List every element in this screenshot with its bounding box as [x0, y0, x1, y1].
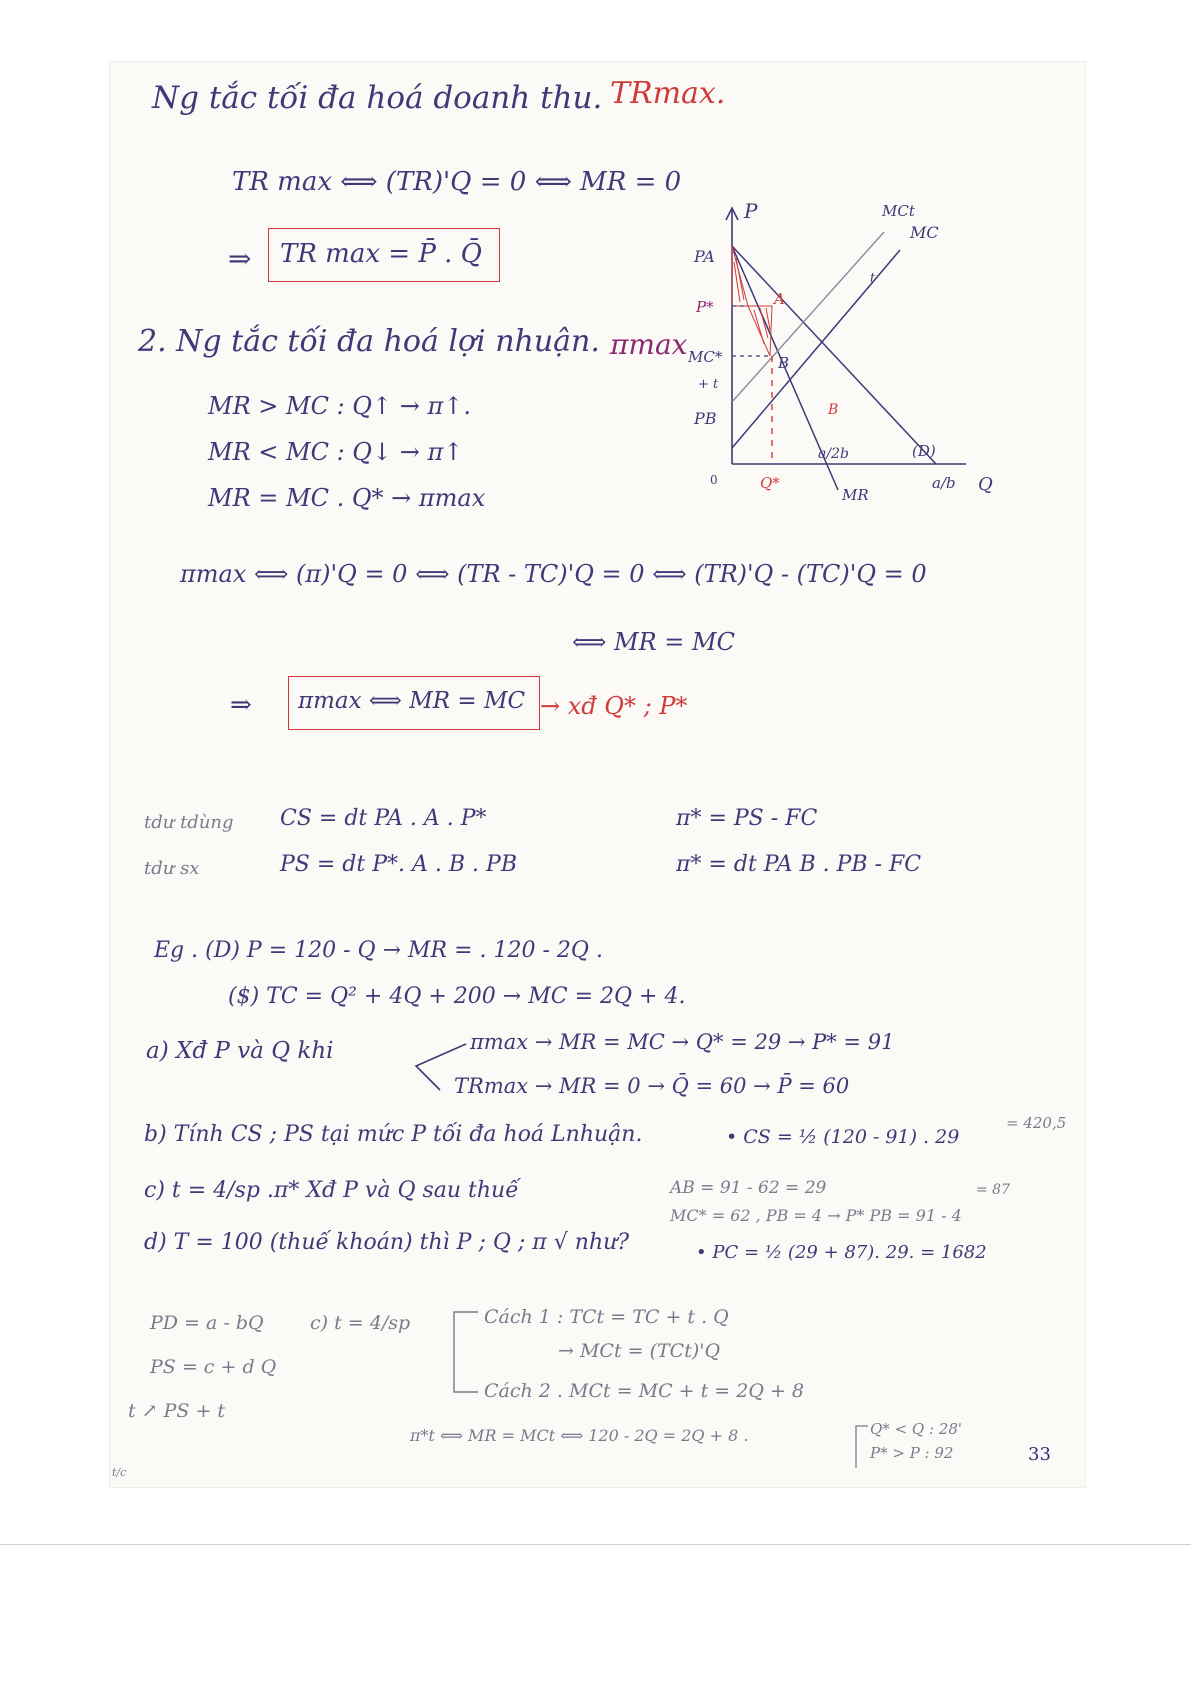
- graph-label-mc: MC: [910, 223, 939, 242]
- result-bracket-icon: [850, 1422, 870, 1472]
- ps-formula: PS = dt P*. A . B . PB: [280, 852, 517, 877]
- trmax-formula: TR max = P̄ . Q̄: [280, 239, 482, 269]
- graph-label-ab: a/b: [932, 474, 956, 492]
- answer-b-result: = 420,5: [1006, 1114, 1067, 1132]
- profit-formula-1: π* = PS - FC: [676, 806, 818, 831]
- question-d: d) T = 100 (thuế khoán) thì P ; Q ; π √ như?: [144, 1230, 630, 1255]
- note-method-1b: → MCt = (TCt)'Q: [558, 1340, 721, 1362]
- answer-a-revenue: TRmax → MR = 0 → Q̄ = 60 → P̄ = 60: [454, 1074, 850, 1098]
- example-demand: Eg . (D) P = 120 - Q → MR = . 120 - 2Q .: [154, 938, 603, 963]
- cs-formula: CS = dt PA . A . P*: [280, 806, 487, 831]
- graph-label-a2b: a/2b: [818, 446, 849, 462]
- pimax-formula: πmax ⟺ MR = MC: [298, 688, 526, 714]
- graph-label-mct: MCt: [882, 202, 915, 220]
- note-tax: c) t = 4/sp: [310, 1312, 411, 1334]
- pimax-result: → xđ Q* ; P*: [540, 692, 688, 720]
- cases-bracket-icon: [448, 1306, 480, 1396]
- graph-label-pstar: P*: [696, 298, 714, 316]
- note-result-p: P* > P : 92: [870, 1444, 954, 1462]
- notebook-page: [110, 62, 1085, 1487]
- answer-b-calc: • CS = ½ (120 - 91) . 29: [726, 1126, 960, 1148]
- note-tax-shift: t ↗ PS + t: [128, 1400, 226, 1422]
- graph-label-p: P: [744, 202, 758, 223]
- heading-profit-rule: 2. Ng tắc tối đa hoá lợi nhuận.: [138, 324, 600, 359]
- rule-mr-less-mc: MR < MC : Q↓ → π↑: [208, 438, 464, 466]
- mct-line: [732, 232, 884, 402]
- note-method-2: Cách 2 . MCt = MC + t = 2Q + 8: [484, 1380, 804, 1402]
- answer-c-value: = 87: [976, 1182, 1010, 1198]
- graph-label-pb: PB: [694, 409, 717, 428]
- answer-d-calc: • PC = ½ (29 + 87). 29. = 1682: [696, 1242, 987, 1263]
- answer-c-mcstar: MC* = 62 , PB = 4 → P* PB = 91 - 4: [670, 1206, 962, 1225]
- cs-label: tdư tdùng: [144, 812, 234, 833]
- page-footer-blank: [0, 1545, 1191, 1685]
- example-cost: ($) TC = Q² + 4Q + 200 → MC = 2Q + 4.: [228, 984, 686, 1009]
- answer-a-profit: πmax → MR = MC → Q* = 29 → P* = 91: [470, 1030, 895, 1054]
- note-after-tax: π*t ⟺ MR = MCt ⟺ 120 - 2Q = 2Q + 8 .: [410, 1426, 749, 1445]
- trmax-condition: TR max ⟺ (TR)'Q = 0 ⟺ MR = 0: [232, 167, 682, 197]
- implies-arrow-1: ⇒: [228, 242, 252, 275]
- graph-label-plus-t: + t: [698, 377, 719, 392]
- question-a: a) Xđ P và Q khi: [146, 1038, 334, 1064]
- ps-label: tdư sx: [144, 858, 200, 879]
- note-demand: PD = a - bQ: [150, 1312, 264, 1334]
- question-c: c) t = 4/sp .π* Xđ P và Q sau thuế: [144, 1178, 519, 1203]
- heading-pimax: πmax: [610, 328, 688, 361]
- graph-label-t: t: [870, 271, 876, 286]
- rule-mr-greater-mc: MR > MC : Q↑ → π↑.: [208, 392, 471, 420]
- note-supply: PS = c + d Q: [150, 1356, 277, 1378]
- heading-revenue-rule: Ng tắc tối đa hoá doanh thu.: [152, 80, 603, 116]
- margin-note: t/c: [112, 1466, 127, 1479]
- note-method-1: Cách 1 : TCt = TC + t . Q: [484, 1306, 729, 1328]
- monopoly-graph: [688, 202, 1068, 512]
- graph-label-qstar: Q*: [760, 474, 780, 492]
- graph-label-pa: PA: [694, 247, 715, 266]
- profit-derivation-result: ⟺ MR = MC: [572, 628, 735, 656]
- graph-label-b-red: B: [828, 402, 839, 418]
- page-number: 33: [1028, 1444, 1051, 1465]
- heading-trmax: TRmax.: [610, 76, 726, 111]
- note-result-q: Q* < Q : 28': [870, 1420, 962, 1438]
- implies-arrow-2: ⇒: [230, 690, 252, 720]
- graph-label-q: Q: [978, 474, 993, 495]
- profit-derivation: πmax ⟺ (π)'Q = 0 ⟺ (TR - TC)'Q = 0 ⟺ (TR)'Q - (TC)'Q = 0: [180, 560, 927, 588]
- graph-label-mr: MR: [842, 486, 869, 504]
- demand-line: [732, 246, 936, 464]
- graph-label-a: A: [774, 290, 785, 308]
- graph-label-mcstar: MC*: [688, 348, 723, 366]
- graph-label-origin: 0: [710, 473, 718, 487]
- profit-formula-2: π* = dt PA B . PB - FC: [676, 852, 922, 877]
- graph-label-b: B: [778, 354, 790, 372]
- rule-mr-equal-mc: MR = MC . Q* → πmax: [208, 484, 486, 512]
- graph-label-d: (D): [912, 442, 936, 460]
- question-b: b) Tính CS ; PS tại mức P tối đa hoá Lnhuận.: [144, 1122, 643, 1147]
- answer-c-ab: AB = 91 - 62 = 29: [670, 1178, 827, 1198]
